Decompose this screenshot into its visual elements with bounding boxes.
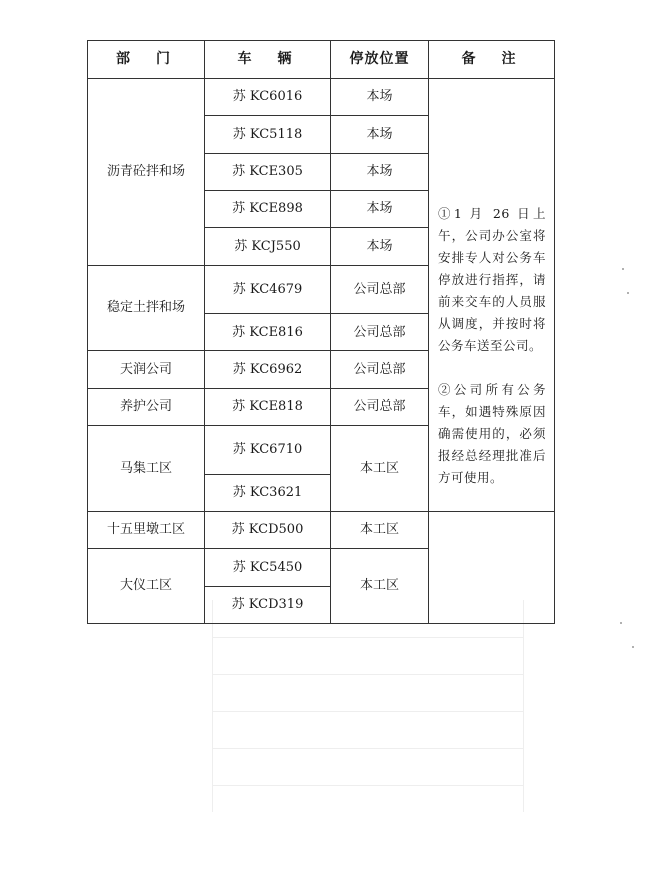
location-cell: 公司总部 [331, 351, 429, 388]
location-cell: 本场 [331, 79, 429, 116]
vehicle-cell: 苏 KC5450 [205, 549, 331, 586]
bleed-through-lines [212, 600, 524, 812]
department-cell: 天润公司 [88, 351, 205, 388]
department-cell: 养护公司 [88, 388, 205, 425]
vehicle-cell: 苏 KC6710 [205, 426, 331, 475]
location-cell: 本场 [331, 190, 429, 227]
scan-speck [632, 646, 634, 648]
vehicle-cell: 苏 KC6962 [205, 351, 331, 388]
vehicle-cell: 苏 KCE818 [205, 388, 331, 425]
location-cell: 公司总部 [331, 314, 429, 351]
vehicle-cell: 苏 KCE816 [205, 314, 331, 351]
vehicle-cell: 苏 KCD319 [205, 586, 331, 623]
header-location: 停放位置 [331, 41, 429, 79]
vehicle-cell: 苏 KCJ550 [205, 228, 331, 265]
remark-2: ②公司所有公务车，如遇特殊原因确需使用的，必须报经总经理批准后方可使用。 [438, 382, 546, 485]
location-cell: 本场 [331, 116, 429, 153]
table-row [88, 79, 555, 116]
remark-1: ①1 月 26 日上午，公司办公室将安排专人对公务车停放进行指挥，请前来交车的人员服从调度，并按时将公务车送至公司。 [438, 206, 546, 353]
vehicle-cell: 苏 KC3621 [205, 474, 331, 511]
department-cell: 稳定土拌和场 [88, 265, 205, 351]
department-cell: 马集工区 [88, 426, 205, 512]
location-cell: 公司总部 [331, 265, 429, 314]
department-cell: 大仪工区 [88, 549, 205, 624]
header-vehicle: 车 辆 [205, 41, 331, 79]
header-department: 部 门 [88, 41, 205, 79]
location-cell: 本工区 [331, 512, 429, 549]
header-remarks: 备 注 [429, 41, 555, 79]
vehicle-cell: 苏 KCD500 [205, 512, 331, 549]
scan-speck [627, 292, 629, 294]
vehicle-cell: 苏 KC6016 [205, 79, 331, 116]
vehicle-cell: 苏 KC5118 [205, 116, 331, 153]
vehicle-cell: 苏 KCE305 [205, 153, 331, 190]
table-header-row [88, 41, 555, 79]
table-row [88, 512, 555, 549]
location-cell: 本场 [331, 153, 429, 190]
scan-speck [622, 268, 624, 270]
vehicle-cell: 苏 KCE898 [205, 190, 331, 227]
vehicle-cell: 苏 KC4679 [205, 265, 331, 314]
remarks-cell [429, 79, 555, 512]
location-cell: 本工区 [331, 549, 429, 624]
location-cell: 公司总部 [331, 388, 429, 425]
scan-speck [620, 622, 622, 624]
department-cell: 沥青砼拌和场 [88, 79, 205, 266]
department-cell: 十五里墩工区 [88, 512, 205, 549]
location-cell: 本工区 [331, 426, 429, 512]
location-cell: 本场 [331, 228, 429, 265]
vehicle-parking-table [87, 40, 555, 624]
